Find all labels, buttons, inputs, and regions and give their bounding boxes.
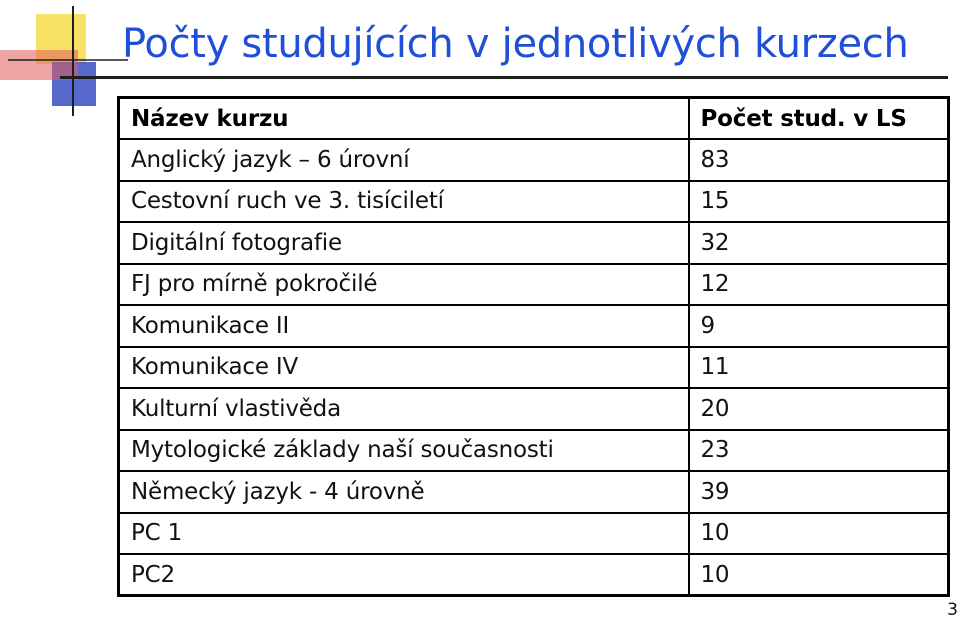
student-count-cell: 15 <box>689 181 949 223</box>
student-count-cell: 10 <box>689 513 949 555</box>
table-row <box>119 139 949 181</box>
course-name-cell: Mytologické základy naší současnosti <box>119 430 689 472</box>
course-name-cell: Kulturní vlastivěda <box>119 388 689 430</box>
table-row <box>119 305 949 347</box>
course-name-cell: FJ pro mírně pokročilé <box>119 264 689 306</box>
table-row <box>119 181 949 223</box>
table-row <box>119 554 949 596</box>
student-count-cell: 32 <box>689 222 949 264</box>
corner-decoration <box>0 0 130 120</box>
table-row <box>119 513 949 555</box>
student-count-cell: 23 <box>689 430 949 472</box>
table-row <box>119 222 949 264</box>
page-number: 3 <box>947 600 958 620</box>
slide-title: Počty studujících v jednotlivých kurzech <box>122 21 909 67</box>
courses-table <box>117 96 950 597</box>
course-name-cell: Digitální fotografie <box>119 222 689 264</box>
table-row <box>119 430 949 472</box>
courses-table-body <box>119 98 949 596</box>
student-count-cell: 12 <box>689 264 949 306</box>
table-header-row <box>119 98 949 140</box>
student-count-cell: 39 <box>689 471 949 513</box>
course-name-cell: Komunikace II <box>119 305 689 347</box>
student-count-cell: 83 <box>689 139 949 181</box>
title-underline <box>60 76 948 79</box>
course-name-cell: Komunikace IV <box>119 347 689 389</box>
table-row <box>119 347 949 389</box>
table-row <box>119 471 949 513</box>
table-row <box>119 264 949 306</box>
student-count-cell: 10 <box>689 554 949 596</box>
header-course-name: Název kurzu <box>119 98 689 140</box>
student-count-cell: 9 <box>689 305 949 347</box>
course-name-cell: PC2 <box>119 554 689 596</box>
header-student-count: Počet stud. v LS <box>689 98 949 140</box>
student-count-cell: 11 <box>689 347 949 389</box>
course-name-cell: Německý jazyk - 4 úrovně <box>119 471 689 513</box>
course-name-cell: Cestovní ruch ve 3. tisíciletí <box>119 181 689 223</box>
course-name-cell: Anglický jazyk – 6 úrovní <box>119 139 689 181</box>
course-name-cell: PC 1 <box>119 513 689 555</box>
table-row <box>119 388 949 430</box>
student-count-cell: 20 <box>689 388 949 430</box>
